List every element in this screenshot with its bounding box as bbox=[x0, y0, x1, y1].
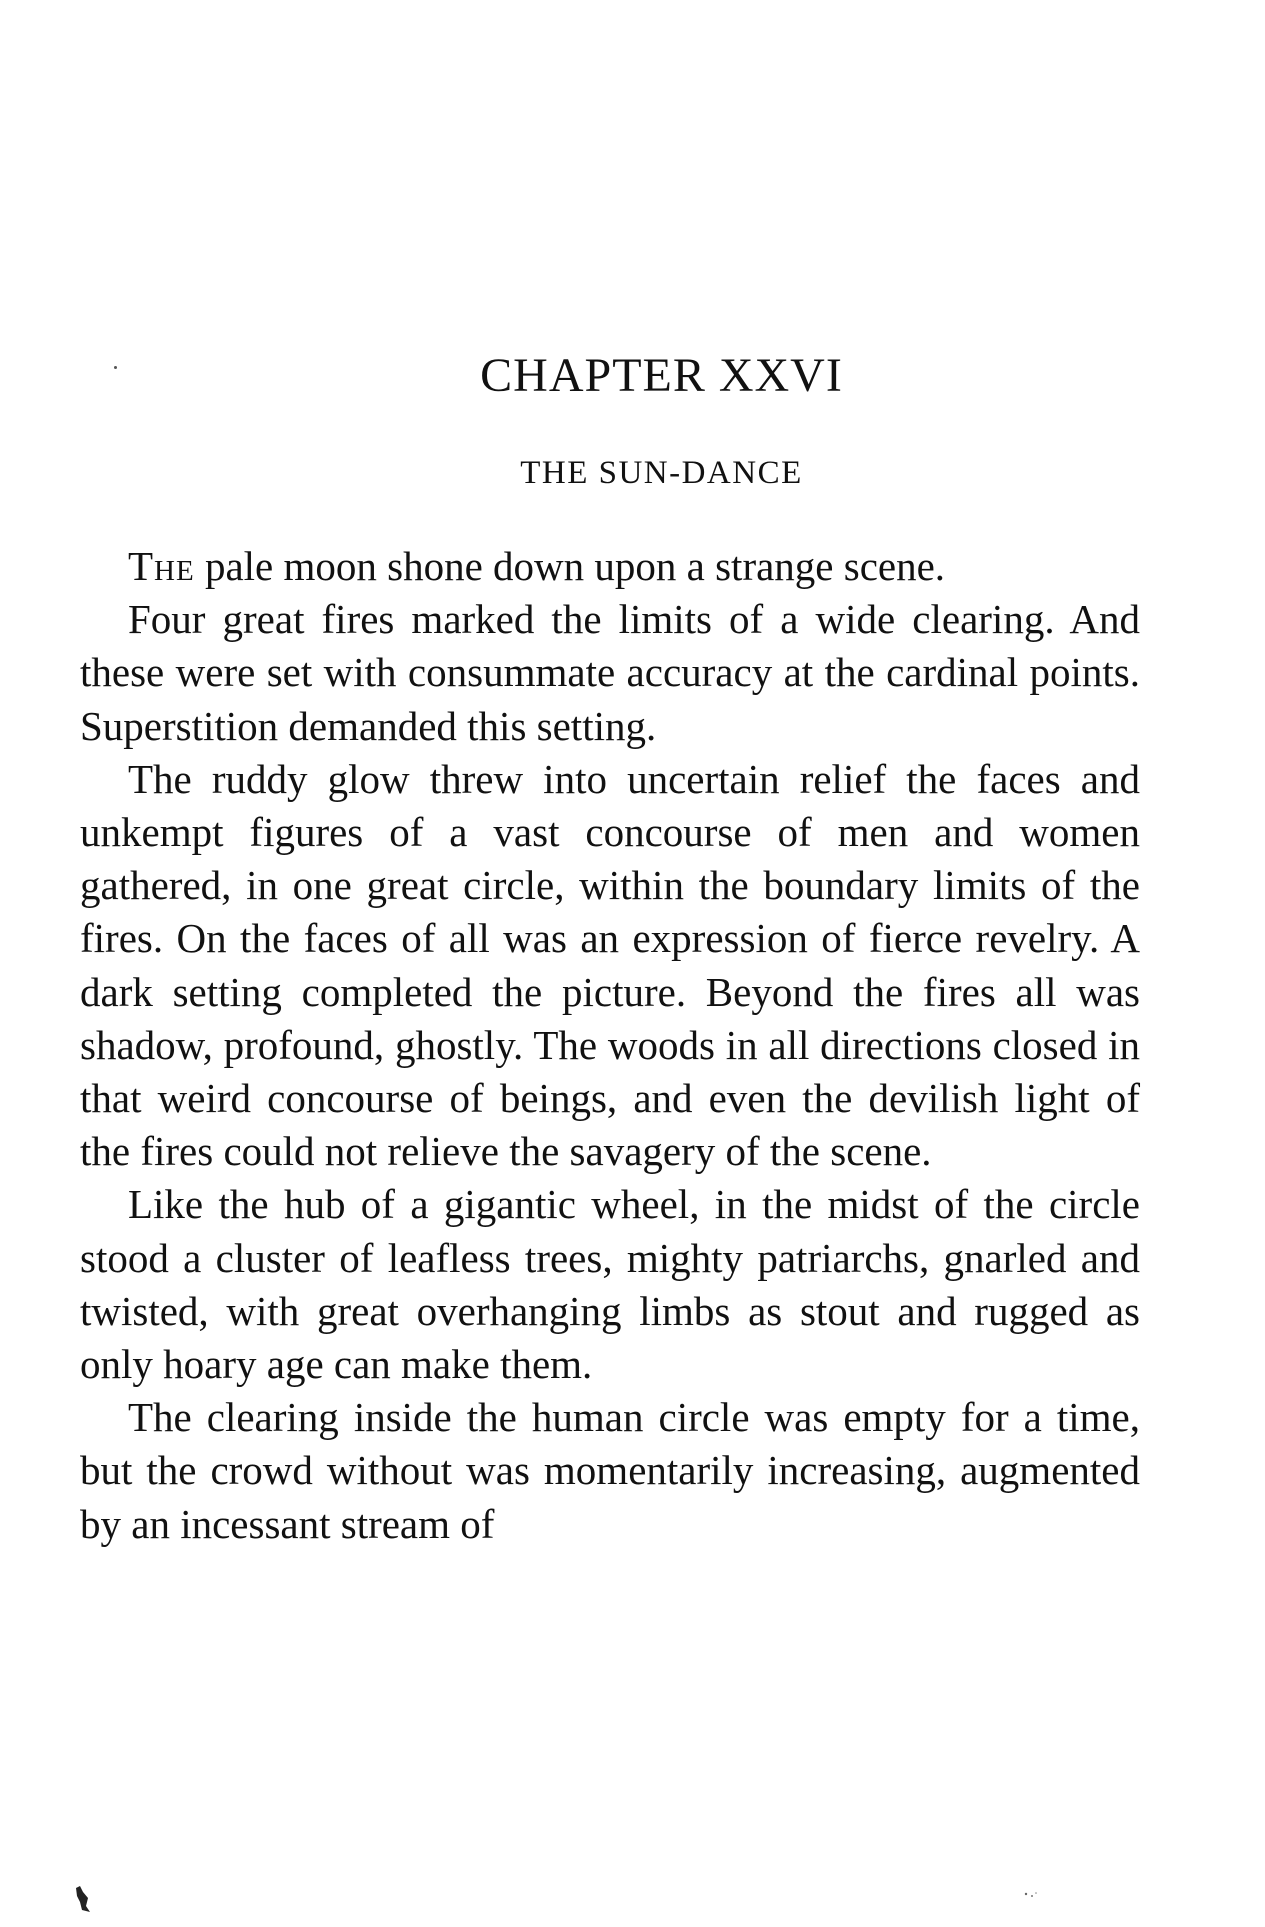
chapter-subtitle: THE SUN-DANCE bbox=[520, 455, 803, 491]
paragraph bbox=[80, 540, 1140, 593]
paragraph-text: pale moon shone down upon a strange scene. bbox=[194, 543, 946, 589]
paragraph-text: The clearing inside the human circle was empty for a time, but the crowd without was momentarily increasing, augmented by an incessant stream of bbox=[80, 1394, 1140, 1547]
print-speck bbox=[1022, 1890, 1040, 1902]
paragraph-text: Like the hub of a gigantic wheel, in the midst of the circle stood a cluster of leafless trees, mighty patriarchs, gnarled and twisted, with great overhanging limbs as stout and rugged as only hoary age can make them. bbox=[80, 1181, 1140, 1388]
paragraph-text: The ruddy glow threw into uncertain relief the faces and unkempt figures of a vast concourse of men and women gathered, in one great circle, within the boundary limits of the fires. On the faces of all was an expression of fierce revelry. A dark setting completed the picture. Beyond the fires all was shadow, profound, ghostly. The woods in all directions closed in that weird concourse of beings, and even the devilish light of the fires could not relieve the savagery of the scene. bbox=[80, 755, 1140, 1175]
chapter-body bbox=[80, 540, 1140, 1551]
paragraph-text: Four great fires marked the limits of a wide clearing. And these were set with consummate accuracy at the cardinal points. Superstition demanded this setting. bbox=[80, 596, 1140, 749]
paragraph-lead-word: The bbox=[128, 543, 195, 589]
chapter-heading: CHAPTER XXVI bbox=[480, 349, 843, 402]
paragraph bbox=[80, 753, 1140, 1179]
ink-smudge bbox=[74, 1884, 94, 1914]
paragraph bbox=[80, 1178, 1140, 1391]
paragraph bbox=[80, 593, 1140, 753]
paragraph bbox=[80, 1391, 1140, 1551]
